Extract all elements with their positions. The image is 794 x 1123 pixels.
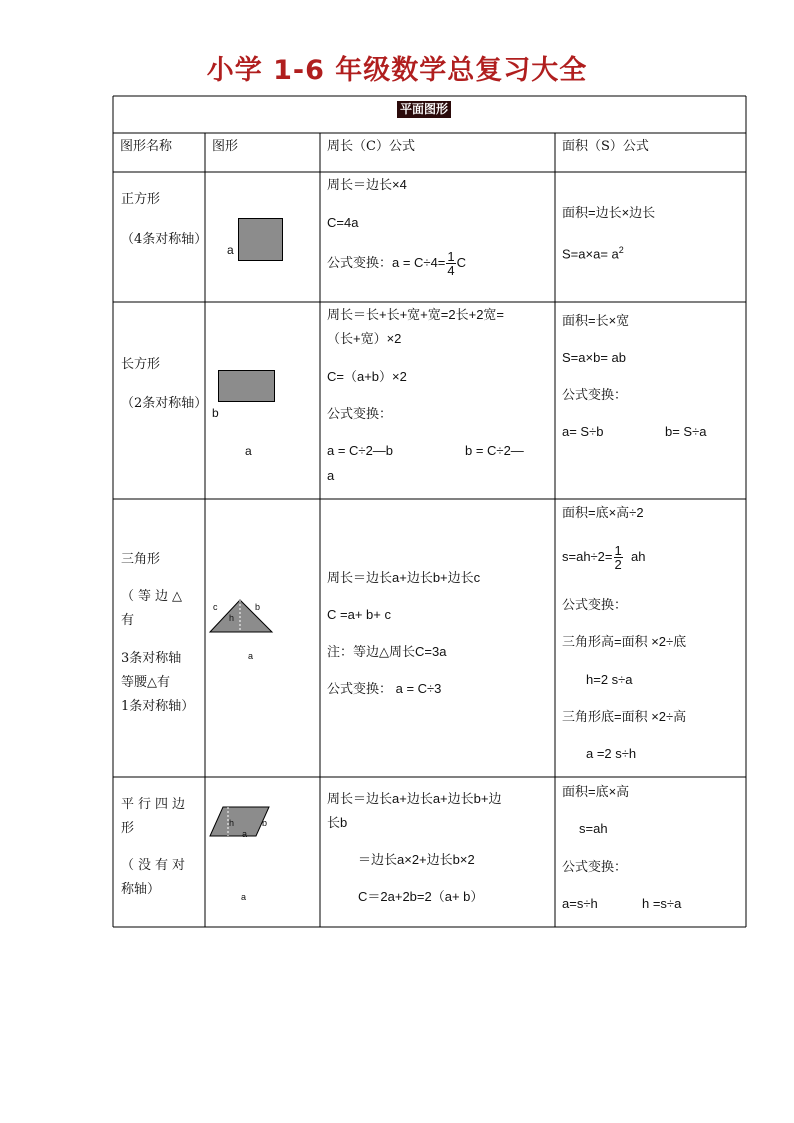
header-perimeter: 周长（C）公式 [327,139,415,154]
triangle-axes-3: 3条对称轴 [121,651,182,666]
fraction-num: 1 [447,249,455,264]
rectangle-perimeter-3: C=（a+b）×2 [327,369,407,384]
section-badge: 平面图形 [397,101,451,118]
parallelogram-area-5: h =s÷a [642,896,682,911]
fraction-den: 4 [447,263,455,278]
square-perimeter-tail: C [456,254,467,270]
fraction-den: 2 [614,557,622,572]
parallelogram-name-2: 形 [121,821,135,836]
rectangle-area-4: a= S÷b [562,424,604,439]
rectangle-perimeter-5: a = C÷2—b [327,443,394,458]
rectangle-perimeter-2: （长+宽）×2 [327,331,402,346]
triangle-perimeter-4: 公式变换： a = C÷3 [327,681,442,696]
triangle-axes-1: （等边△ [121,589,186,604]
triangle-perimeter-3: 注：等边△周长C=3a [327,644,447,659]
rectangle-perimeter-1: 周长＝长+长+宽+宽=2长+2宽= [327,307,505,322]
parallelogram-label-a-inner: a [242,829,248,839]
square-area-2 [562,242,624,262]
square-perimeter-3-text: 公式变换：a = C÷4= [327,254,446,270]
triangle-axes-4: 等腰△有 [121,675,170,690]
triangle-label-c: c [213,602,218,612]
triangle-area-5: h=2 s÷a [586,672,633,687]
fraction-1-4 [446,250,455,277]
header-area: 面积（S）公式 [562,139,649,154]
parallelogram-perimeter-3: ＝边长a×2+边长b×2 [358,852,475,867]
parallelogram-area-2: s=ah [579,821,608,836]
square-perimeter-1: 周长＝边长×4 [327,177,407,192]
parallelogram-name-1: 平行四边 [121,797,190,812]
triangle-area-2 [562,544,645,571]
square-perimeter-2: C=4a [327,215,359,230]
triangle-axes-5: 1条对称轴） [121,699,195,714]
rectangle-label-a: a [245,444,252,458]
rectangle-area-1: 面积=长×宽 [562,313,630,328]
rectangle-area-3: 公式变换： [562,387,628,402]
parallelogram-area-4: a=s÷h [562,896,598,911]
rectangle-area-2: S=a×b= ab [562,350,626,365]
square-figure [238,218,284,262]
triangle-axes-2: 有 [121,613,135,628]
triangle-perimeter-2: C =a+ b+ c [327,607,391,622]
square-name: 正方形 [121,192,161,207]
parallelogram-perimeter-4: C＝2a+2b=2（a+ b） [358,889,484,904]
parallelogram-perimeter-1: 周长＝边长a+边长a+边长b+边 [327,791,502,806]
page-title: 小学 1-6 年级数学总复习大全 [206,55,588,86]
square-perimeter-3 [327,250,466,277]
parallelogram-axes-2: 称轴） [121,882,161,897]
triangle-area-4: 三角形高=面积 ×2÷底 [562,634,687,649]
triangle-label-a: a [248,651,254,661]
rectangle-figure [218,370,276,403]
rectangle-perimeter-4: 公式变换： [327,406,393,421]
rectangle-name: 长方形 [121,357,161,372]
parallelogram-perimeter-2: 长b [327,815,348,830]
parallelogram-area-3: 公式变换： [562,859,628,874]
square-axes: （4条对称轴） [121,232,208,247]
parallelogram-label-h: h [229,818,235,828]
fraction-1-2 [614,544,623,571]
triangle-label-h: h [229,613,235,623]
triangle-label-b: b [255,602,261,612]
rectangle-perimeter-7: a [327,468,335,483]
triangle-area-1: 面积=底×高÷2 [562,505,644,520]
header-figure: 图形 [212,139,239,154]
square-area-2-text: S=a×a= a [562,246,619,262]
triangle-area-2-tail: ah [630,548,646,564]
triangle-area-2-text: s=ah÷2= [562,548,613,564]
rectangle-perimeter-6: b = C÷2— [465,443,524,458]
fraction-num: 1 [614,543,622,558]
header-name: 图形名称 [120,139,173,154]
parallelogram-area-1: 面积=底×高 [562,784,630,799]
parallelogram-axes-1: （没有对 [121,858,190,873]
rectangle-area-5: b= S÷a [665,424,707,439]
square-area-sup: 2 [618,245,624,255]
triangle-name: 三角形 [121,552,161,567]
triangle-area-3: 公式变换： [562,597,628,612]
parallelogram-label-b: b [262,818,268,828]
square-label-a: a [227,243,234,257]
square-area-1: 面积=边长×边长 [562,205,656,220]
rectangle-axes: （2条对称轴） [121,396,208,411]
rectangle-label-b: b [212,406,219,420]
triangle-area-7: a =2 s÷h [586,746,637,761]
triangle-perimeter-1: 周长＝边长a+边长b+边长c [327,570,481,585]
parallelogram-label-a: a [241,892,247,902]
triangle-area-6: 三角形底=面积 ×2÷高 [562,709,687,724]
